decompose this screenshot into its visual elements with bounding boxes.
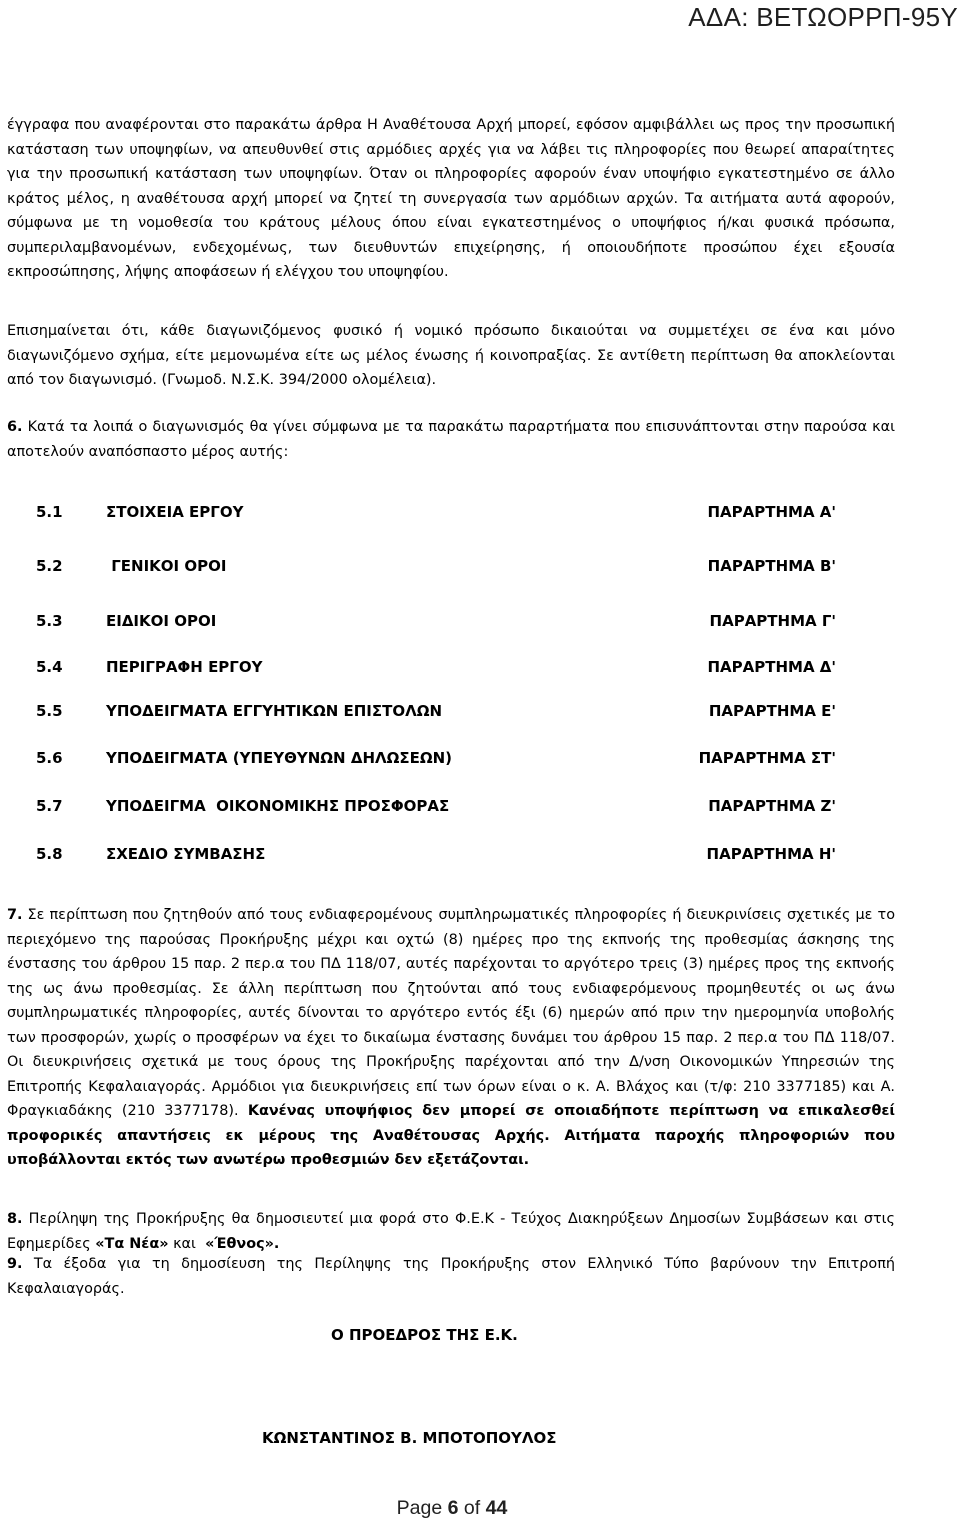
ada-code: ΑΔΑ: ΒΕΤΩΟΡΡΠ-95Υ: [688, 2, 958, 32]
annex-reference: ΠΑΡΑΡΤΗΜΑ ΣΤ': [698, 749, 836, 767]
annex-number: 5.7: [36, 797, 63, 815]
signature-name: ΚΩΝΣΤΑΝΤΙΝΟΣ Β. ΜΠΟΤΟΠΟΥΛΟΣ: [262, 1429, 557, 1447]
page-current: 6: [447, 1497, 459, 1519]
annex-name: ΣΤΟΙΧΕΙΑ ΕΡΓΟΥ: [106, 503, 244, 521]
annex-row: [36, 701, 836, 721]
annex-name: ΥΠΟΔΕΙΓΜΑ ΟΙΚΟΝΟΜΙΚΗΣ ΠΡΟΣΦΟΡΑΣ: [106, 797, 450, 815]
annex-number: 5.8: [36, 845, 63, 863]
section-7-bold-notice: Κανένας υποψήφιος δεν μπορεί σε οποιαδήποτε περίπτωση να επικαλεσθεί προφορικές απαντήσεις εκ μέρους της Αναθέτουσας Αρχής. Αιτήματα παροχής πληροφοριών που υποβάλλονται εκτός των ανωτέρω προθεσμιών δεν εξετάζονται.: [7, 1103, 895, 1168]
annex-row: [36, 748, 836, 768]
annex-row: [36, 556, 836, 576]
annex-name: ΕΙΔΙΚΟΙ ΟΡΟΙ: [106, 612, 217, 630]
section-6-text: Κατά τα λοιπά ο διαγωνισμός θα γίνει σύμφωνα με τα παρακάτω παραρτήματα που επισυνάπτονται στην παρούσα και αποτελούν αναπόσπαστο μέρος αυτής:: [7, 419, 895, 460]
annex-row: [36, 657, 836, 677]
newspaper-ta-nea: «Τα Νέα»: [95, 1235, 169, 1252]
paragraph-candidate-info: έγγραφα που αναφέρονται στο παρακάτω άρθρα Η Αναθέτουσα Αρχή μπορεί, εφόσον αμφιβάλλει ως προς την προσωπική κατάσταση των υποψηφίων, να απευθυνθεί στις αρμόδιες αρχές για να λάβει τις πληροφορίες που θεωρεί απαραίτητες για την προσωπική κατάσταση των υποψηφίων. Όταν οι πληροφορίες αφορούν έναν υποψήφιο εγκατεστημένο σε άλλο κράτος μέλος, η αναθέτουσα αρχή μπορεί να ζητεί τη συνεργασία των αρμόδιων αρχών. Τα αιτήματα αυτά αφορούν, σύμφωνα με τη νομοθεσία του κράτους μέλους όπου είναι εγκατεστημένος ο υποψήφιος ή/και φυσικά πρόσωπα, συμπεριλαμβανομένων, ενδεχομένως, των διευθυντών επιχείρησης, ή οποιουδήποτε προσώπου έχει εξουσία εκπροσώπησης, λήψης αποφάσεων ή ελέγχου του υποψηφίου.: [7, 117, 895, 280]
section-7: [7, 903, 895, 1173]
newspaper-ethnos: «Έθνος».: [205, 1235, 280, 1252]
paragraph-single-participation: Επισημαίνεται ότι, κάθε διαγωνιζόμενος φυσικό ή νομικό πρόσωπο δικαιούται να συμμετέχει σε ένα και μόνο διαγωνιζόμενο σχήμα, είτε μεμονωμένα είτε ως μέλος ένωσης ή κοινοπραξίας. Σε αντίθετη περίπτωση θα αποκλείονται από τον διαγωνισμό. (Γνωμοδ. Ν.Σ.Κ. 394/2000 ολομέλεια).: [7, 323, 895, 388]
section-9: [7, 1252, 895, 1301]
section-7-number: 7.: [7, 907, 23, 923]
annex-name: ΥΠΟΔΕΙΓΜΑΤΑ (ΥΠΕΥΘΥΝΩΝ ΔΗΛΩΣΕΩΝ): [106, 749, 453, 767]
annex-row: [36, 502, 836, 522]
annex-reference: ΠΑΡΑΡΤΗΜΑ Ζ': [708, 797, 836, 815]
section-9-number: 9.: [7, 1256, 23, 1272]
signature-title: Ο ΠΡΟΕΔΡΟΣ ΤΗΣ Ε.Κ.: [331, 1326, 518, 1344]
annex-reference: ΠΑΡΑΡΤΗΜΑ Ε': [708, 702, 836, 720]
annex-reference: ΠΑΡΑΡΤΗΜΑ Γ': [709, 612, 836, 630]
page-total: 44: [485, 1497, 508, 1519]
annex-number: 5.5: [36, 702, 63, 720]
annex-reference: ΠΑΡΑΡΤΗΜΑ Α': [707, 503, 836, 521]
annex-name: ΥΠΟΔΕΙΓΜΑΤΑ ΕΓΓΥΗΤΙΚΩΝ ΕΠΙΣΤΟΛΩΝ: [106, 702, 443, 720]
section-9-text: Τα έξοδα για τη δημοσίευση της Περίληψης της Προκήρυξης στον Ελληνικό Τύπο βαρύνουν την Επιτροπή Κεφαλαιαγοράς.: [7, 1256, 895, 1297]
page-number: [0, 1497, 904, 1520]
section-8-text: Περίληψη της Προκήρυξης θα δημοσιευτεί μια φορά στο Φ.Ε.Κ - Τεύχος Διακηρύξεων Δημοσίων Συμβάσεων και στις Εφημερίδες: [7, 1211, 895, 1252]
annex-name: ΣΧΕΔΙΟ ΣΥΜΒΑΣΗΣ: [106, 845, 266, 863]
section-7-text: Σε περίπτωση που ζητηθούν από τους ενδιαφερομένους συμπληρωματικές πληροφορίες ή διευκρινίσεις σχετικές με το περιεχόμενο της παρούσας Προκήρυξης μέχρι και οχτώ (8) ημέρες προ της εκπνοής της προθεσμίας άσκησης της ένστασης του άρθρου 15 παρ. 2 περ.α του ΠΔ 118/07, αυτές παρέχονται το αργότερο τρεις (3) ημέρες προς της εκπνοής της ως άνω προθεσμίας. Σε άλλη περίπτωση που ζητούνται από τους ενδιαφερόμενους προμηθευτές οι ως άνω συμπληρωματικές πληροφορίες, αυτές δίνονται το αργότερο εντός έξι (6) ημερών από πριν την ημερομηνία υποβολής των προσφορών, χωρίς ο προσφέρων να έχει το δικαίωμα ένστασης δυνάμει του άρθρου 15 παρ. 2 περ.α του ΠΔ 118/07. Οι διευκρινήσεις σχετικά με τους όρους της Προκήρυξης παρέχονται από την Δ/νση Οικονομικών Υπηρεσιών της Επιτροπής Κεφαλαιαγοράς. Αρμόδιοι για διευκρινήσεις επί των όρων είναι ο κ. Α. Βλάχος και (τ/φ: 210 3377185) και Α. Φραγκιαδάκης (210 3377178).: [7, 907, 895, 1119]
annex-number: 5.6: [36, 749, 63, 767]
annex-row: [36, 611, 836, 631]
page-prefix: Page: [396, 1497, 448, 1519]
annex-number: 5.2: [36, 557, 63, 575]
section-8: [7, 1207, 895, 1256]
annex-row: [36, 844, 836, 864]
annex-number: 5.4: [36, 658, 63, 676]
section-6-number: 6.: [7, 419, 23, 435]
section-8-number: 8.: [7, 1211, 23, 1227]
section-8-conjunction: και: [168, 1235, 206, 1252]
annex-reference: ΠΑΡΑΡΤΗΜΑ Η': [706, 845, 836, 863]
annex-number: 5.3: [36, 612, 63, 630]
page-of: of: [458, 1497, 486, 1519]
section-6: [7, 415, 895, 464]
annex-name: ΓΕΝΙΚΟΙ ΟΡΟΙ: [106, 557, 227, 575]
annex-reference: ΠΑΡΑΡΤΗΜΑ Β': [707, 557, 836, 575]
annex-reference: ΠΑΡΑΡΤΗΜΑ Δ': [707, 658, 836, 676]
annex-row: [36, 796, 836, 816]
annex-name: ΠΕΡΙΓΡΑΦΗ ΕΡΓΟΥ: [106, 658, 263, 676]
annex-number: 5.1: [36, 503, 63, 521]
